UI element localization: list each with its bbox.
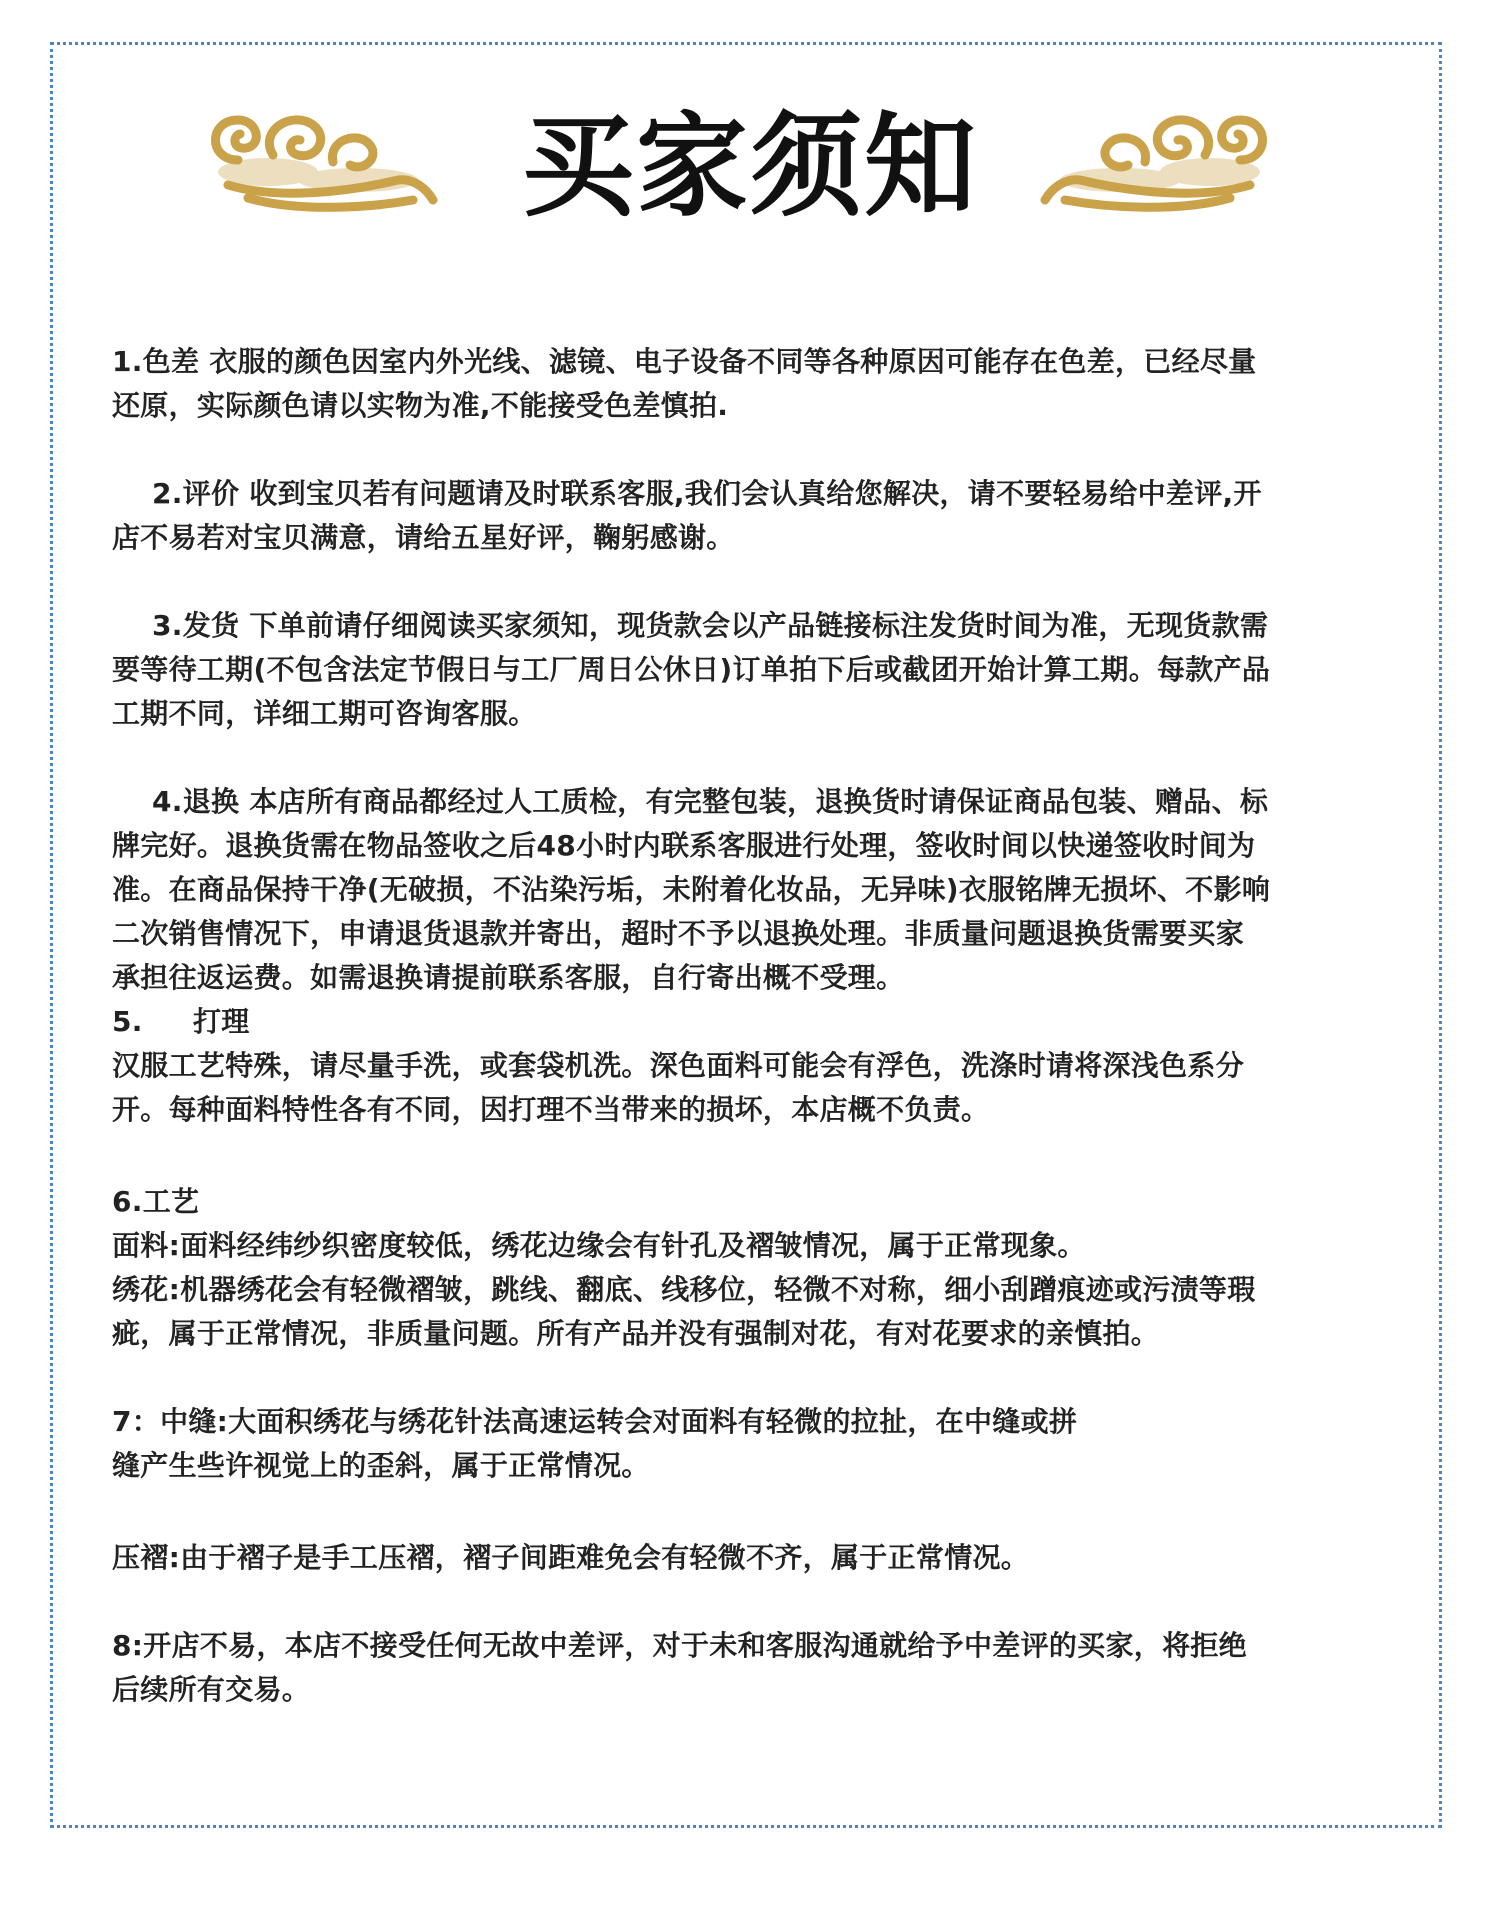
- paragraph-line: 面料:面料经纬纱织密度较低，绣花边缘会有针孔及褶皱情况，属于正常现象。: [112, 1229, 1086, 1262]
- paragraph-line: 承担往返运费。如需退换请提前联系客服，自行寄出概不受理。: [112, 961, 905, 994]
- paragraph-line: 店不易若对宝贝满意，请给五星好评，鞠躬感谢。: [112, 521, 735, 554]
- section-center-seam: [112, 1400, 1420, 1488]
- paragraph-line: 1.色差 衣服的颜色因室内外光线、滤镜、电子设备不同等各种原因可能存在色差，已经尽量: [112, 345, 1257, 378]
- paragraph-line: 准。在商品保持干净(无破损，不沾染污垢，未附着化妆品，无异味)衣服铭牌无损坏、不影响: [112, 873, 1271, 906]
- section-reviews-policy: [112, 1624, 1420, 1712]
- section-color-difference: [112, 340, 1420, 428]
- paragraph-line: 缝产生些许视觉上的歪斜，属于正常情况。: [112, 1449, 650, 1482]
- section-shipping: [112, 604, 1420, 736]
- paragraph-line: 要等待工期(不包含法定节假日与工厂周日公休日)订单拍下后或截团开始计算工期。每款产品: [112, 653, 1271, 686]
- section-review: [112, 472, 1420, 560]
- page-title: 买家须知: [522, 102, 978, 232]
- paragraph-line: 工期不同，详细工期可咨询客服。: [112, 697, 537, 730]
- paragraph-line: 3.发货 下单前请仔细阅读买家须知，现货款会以产品链接标注发货时间为准，无现货款需: [152, 609, 1269, 642]
- section-heading: 6.工艺: [112, 1185, 200, 1218]
- paragraph-line: 疵，属于正常情况，非质量问题。所有产品并没有强制对花，有对花要求的亲慎拍。: [112, 1317, 1160, 1350]
- paragraph-line: 牌完好。退换货需在物品签收之后48小时内联系客服进行处理，签收时间以快递签收时间为: [112, 829, 1256, 862]
- auspicious-cloud-icon: [1040, 100, 1280, 220]
- section-heading: 5. 打理: [112, 1005, 250, 1038]
- paragraph-line: 开。每种面料特性各有不同，因打理不当带来的损坏，本店概不负责。: [112, 1093, 990, 1126]
- paragraph-line: 还原，实际颜色请以实物为准,不能接受色差慎拍.: [112, 389, 729, 422]
- paragraph-line: 4.退换 本店所有商品都经过人工质检，有完整包装，退换货时请保证商品包装、赠品、标: [152, 785, 1269, 818]
- section-care: [112, 1000, 1420, 1132]
- section-returns: [112, 780, 1420, 1000]
- paragraph-line: 8:开店不易，本店不接受任何无故中差评，对于未和客服沟通就给予中差评的买家，将拒绝: [112, 1629, 1247, 1662]
- paragraph-line: 绣花:机器绣花会有轻微褶皱，跳线、翻底、线移位，轻微不对称，细小刮蹭痕迹或污渍等瑕: [112, 1273, 1256, 1306]
- paragraph-line: 压褶:由于褶子是手工压褶，褶子间距难免会有轻微不齐，属于正常情况。: [112, 1541, 1030, 1574]
- paragraph-line: 汉服工艺特殊，请尽量手洗，或套袋机洗。深色面料可能会有浮色，洗涤时请将深浅色系分: [112, 1049, 1245, 1082]
- paragraph-line: 2.评价 收到宝贝若有问题请及时联系客服,我们会认真给您解决，请不要轻易给中差评,开: [152, 477, 1262, 510]
- section-craft: [112, 1180, 1420, 1356]
- paragraph-line: 7：中缝:大面积绣花与绣花针法高速运转会对面料有轻微的拉扯，在中缝或拼: [112, 1405, 1078, 1438]
- paragraph-line: 后续所有交易。: [112, 1673, 311, 1706]
- section-pleats: [112, 1536, 1420, 1580]
- paragraph-line: 二次销售情况下，申请退货退款并寄出，超时不予以退换处理。非质量问题退换货需要买家: [112, 917, 1245, 950]
- header: [0, 80, 1500, 260]
